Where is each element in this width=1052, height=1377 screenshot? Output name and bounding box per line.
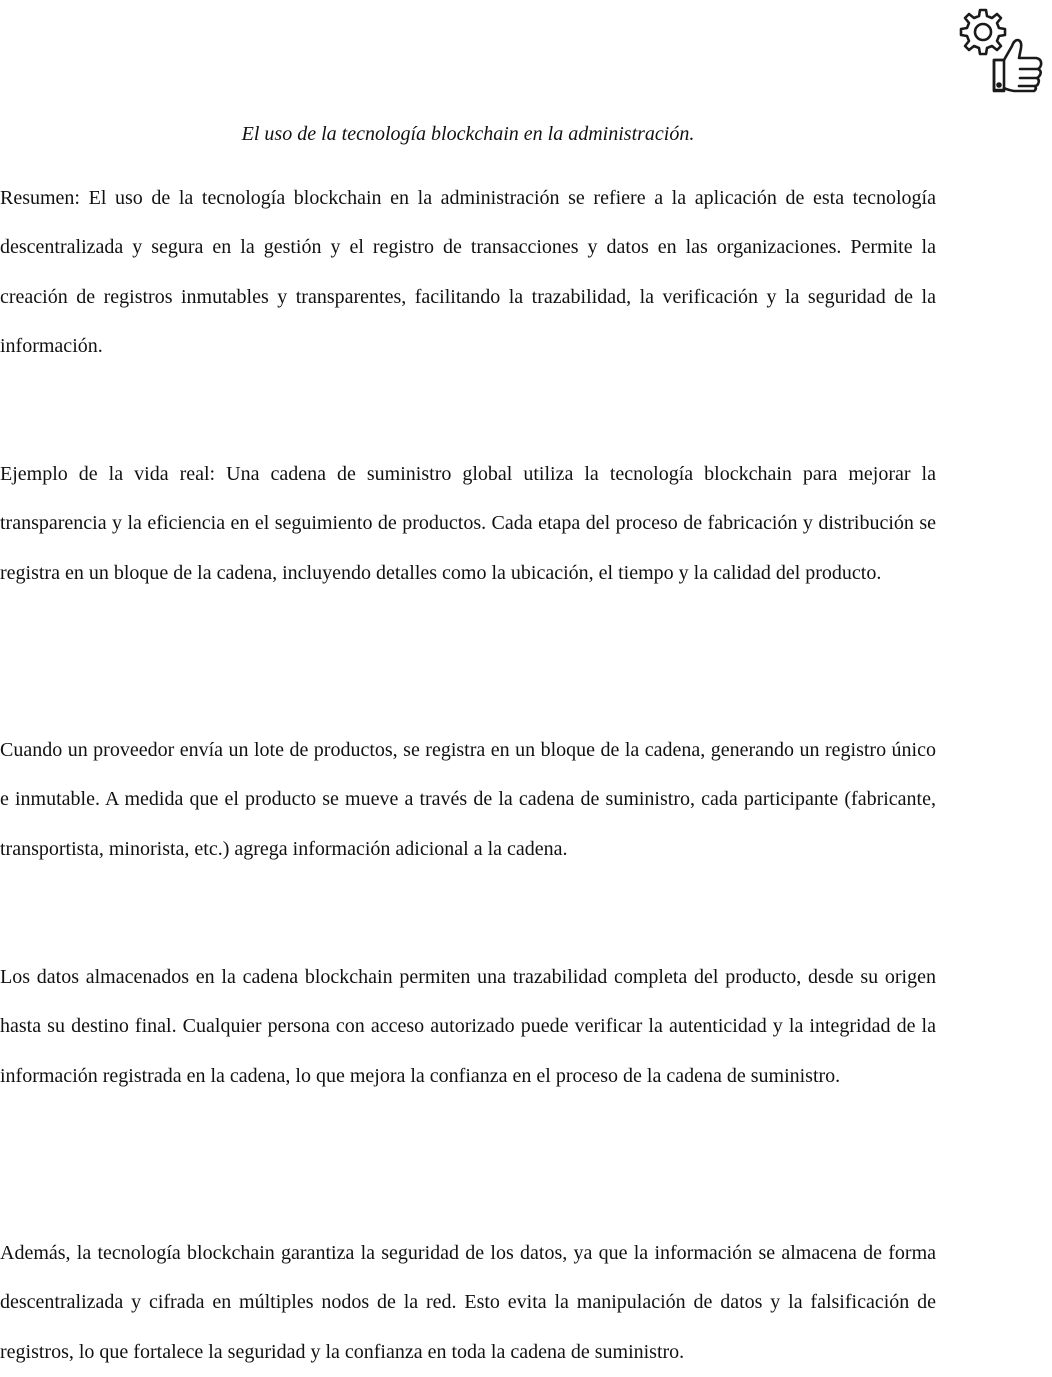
paragraph-traceability: Los datos almacenados en la cadena blockchain permiten una trazabilidad completa del producto, desde su origen hasta su destino final. Cualquier persona con acceso autorizado puede verificar la autenticidad y la integridad de la información registrada en la cadena, lo que mejora la confianza en el proceso de la cadena de suministro. (0, 966, 936, 1087)
paragraph-real-life-example: Ejemplo de la vida real: Una cadena de suministro global utiliza la tecnología blockchain para mejorar la transparencia y la eficiencia en el seguimiento de productos. Cada etapa del proceso de fabricación y distribución se registra en un bloque de la cadena, incluyendo detalles como la ubicación, el tiempo y la calidad del producto. (0, 463, 936, 584)
paragraph-summary: Resumen: El uso de la tecnología blockchain en la administración se refiere a la aplicación de esta tecnología descentralizada y segura en la gestión y el registro de transacciones y datos en las organizaciones. Permite la creación de registros inmutables y transparentes, facilitando la trazabilidad, la verificación y la seguridad de la información. (0, 187, 936, 357)
paragraph-security: Además, la tecnología blockchain garantiza la seguridad de los datos, ya que la información se almacena de forma descentralizada y cifrada en múltiples nodos de la red. Esto evita la manipulación de datos y la falsificación de registros, lo que fortalece la seguridad y la confianza en toda la cadena de suministro. (0, 1242, 936, 1363)
document-title: El uso de la tecnología blockchain en la administración. (241, 123, 695, 145)
gear-thumbs-up-icon (954, 4, 1048, 94)
paragraph-supplier-shipment: Cuando un proveedor envía un lote de productos, se registra en un bloque de la cadena, generando un registro único e inmutable. A medida que el producto se mueve a través de la cadena de suministro, cada participante (fabricante, transportista, minorista, etc.) agrega información adicional a la cadena. (0, 739, 936, 860)
